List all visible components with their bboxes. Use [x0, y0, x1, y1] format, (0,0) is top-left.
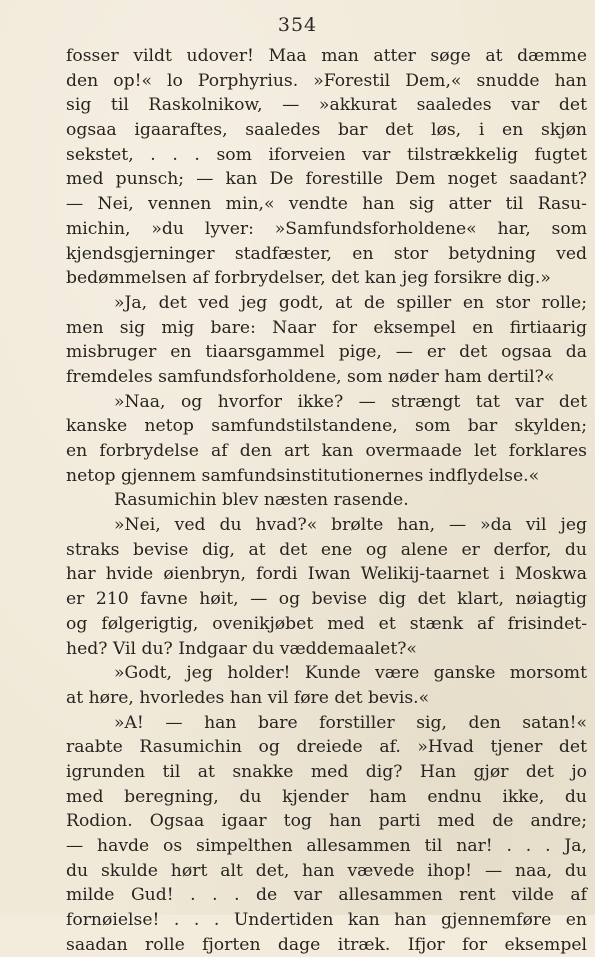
- body-text: [66, 44, 587, 957]
- text-line: ogsaa igaaraftes, saaledes bar det løs, i en skjøn: [66, 120, 587, 141]
- text-line: »Nei, ved du hvad?« brølte han, — »da vil jeg: [114, 515, 587, 536]
- text-line: igrunden til at snakke med dig? Han gjør det jo: [66, 761, 587, 782]
- text-line: Rasumichin blev næsten rasende.: [114, 490, 409, 511]
- text-line: straks bevise dig, at det ene og alene er derfor, du: [66, 539, 587, 560]
- text-line: og følgerigtig, ovenikjøbet med et stænk af frisindet-: [66, 613, 587, 634]
- page-number: 354: [277, 14, 318, 36]
- text-line: raabte Rasumichin og dreiede af. »Hvad tjener det: [66, 737, 587, 758]
- text-line: du skulde hørt alt det, han vævede ihop! — naa, du: [66, 860, 587, 881]
- text-line: har hvide øienbryn, fordi Iwan Welikij-taarnet i Moskwa: [66, 564, 587, 585]
- text-line: hed? Vil du? Indgaar du væddemaalet?«: [66, 638, 417, 659]
- text-line: michin, »du lyver: »Samfundsforholdene« har, som: [66, 218, 587, 239]
- text-line: bedømmelsen af forbrydelser, det kan jeg forsikre dig.»: [66, 268, 551, 289]
- text-line: en forbrydelse af den art kan overmaade let forklares: [66, 441, 587, 461]
- text-line: — havde os simpelthen allesammen til nar! . . . Ja,: [66, 836, 587, 856]
- text-line: den op!« lo Porphyrius. »Forestil Dem,« snudde han: [66, 70, 587, 91]
- text-line: kjendsgjerninger stadfæster, en stor betydning ved: [66, 243, 587, 264]
- text-line: men sig mig bare: Naar for eksempel en firtiaarig: [66, 317, 587, 338]
- text-line: Rodion. Ogsaa igaar tog han parti med de andre;: [66, 811, 587, 832]
- text-line: med punsch; — kan De forestille Dem noget saadant?: [66, 169, 587, 190]
- text-line: milde Gud! . . . de var allesammen rent vilde af: [66, 885, 587, 906]
- text-line: fremdeles samfundsforholdene, som nøder ham dertil?«: [66, 366, 555, 387]
- text-line: saadan rolle fjorten dage itræk. Ifjor for eksempel: [66, 934, 587, 955]
- text-line: »Godt, jeg holder! Kunde være ganske morsomt: [114, 663, 587, 684]
- text-line: misbruger en tiaarsgammel pige, — er det ogsaa da: [66, 342, 587, 363]
- text-line: »Ja, det ved jeg godt, at de spiller en stor rolle;: [114, 292, 587, 313]
- text-line: »A! — han bare forstiller sig, den satan!«: [114, 712, 587, 733]
- text-line: at høre, hvorledes han vil føre det bevis.«: [66, 687, 430, 708]
- text-line: kanske netop samfundstilstandene, som bar skylden;: [66, 416, 587, 437]
- text-line: sig til Raskolnikow, — »akkurat saaledes var det: [66, 95, 587, 116]
- text-line: er 210 favne høit, — og bevise dig det klart, nøiagtig: [66, 589, 587, 610]
- text-line: fosser vildt udover! Maa man atter søge at dæmme: [66, 46, 587, 66]
- text-line: med beregning, du kjender ham endnu ikke, du: [66, 786, 587, 807]
- text-line: fornøielse! . . . Undertiden kan han gjennemføre en: [66, 910, 587, 931]
- text-line: — Nei, vennen min,« vendte han sig atter til Rasu-: [66, 194, 587, 215]
- text-line: »Naa, og hvorfor ikke? — strængt tat var det: [114, 391, 587, 412]
- text-line: netop gjennem samfundsinstitutionernes indflydelse.«: [66, 465, 540, 486]
- text-line: sekstet, . . . som iforveien var tilstrækkelig fugtet: [66, 144, 587, 165]
